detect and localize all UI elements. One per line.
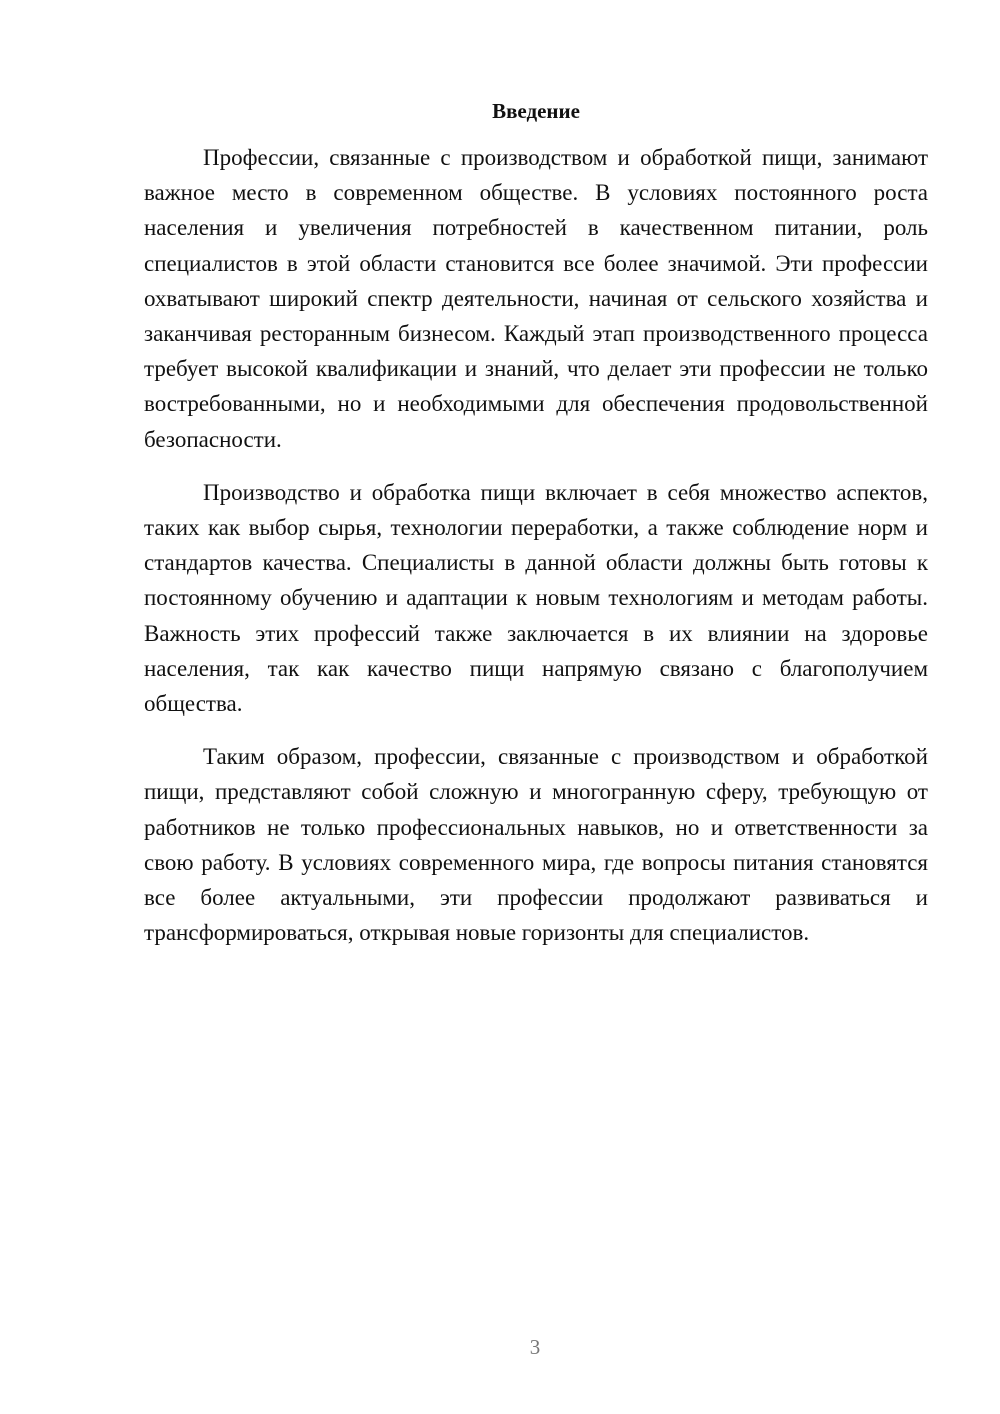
section-title: Введение: [492, 99, 580, 123]
paragraph-1: Профессии, связанные с производством и обработкой пищи, занимают важное место в современном обществе. В условиях постоянного роста населения и увеличения потребностей в качественном питании, роль специалистов в этой области становится все более значимой. Эти профессии охватывают широкий спектр деятельности, начиная от сельского хозяйства и заканчивая ресторанным бизнесом. Каждый этап производственного процесса требует высокой квалификации и знаний, что делает эти профессии не только востребованными, но и необходимыми для обеспечения продовольственной безопасности.: [144, 145, 928, 452]
paragraph-3: Таким образом, профессии, связанные с производством и обработкой пищи, представляют собой сложную и многогранную сферу, требующую от работников не только профессиональных навыков, но и ответственности за свою работу. В условиях современного мира, где вопросы питания становятся все более актуальными, эти профессии продолжают развиваться и трансформироваться, открывая новые горизонты для специалистов.: [144, 744, 928, 946]
document-body: [144, 96, 928, 950]
paragraph-2: Производство и обработка пищи включает в себя множество аспектов, таких как выбор сырья, технологии переработки, а также соблюдение норм и стандартов качества. Специалисты в данной области должны быть готовы к постоянному обучению и адаптации к новым технологиям и методам работы. Важность этих профессий также заключается в их влиянии на здоровье населения, так как качество пищи напрямую связано с благополучием общества.: [144, 479, 928, 717]
page-number: 3: [529, 1335, 541, 1359]
